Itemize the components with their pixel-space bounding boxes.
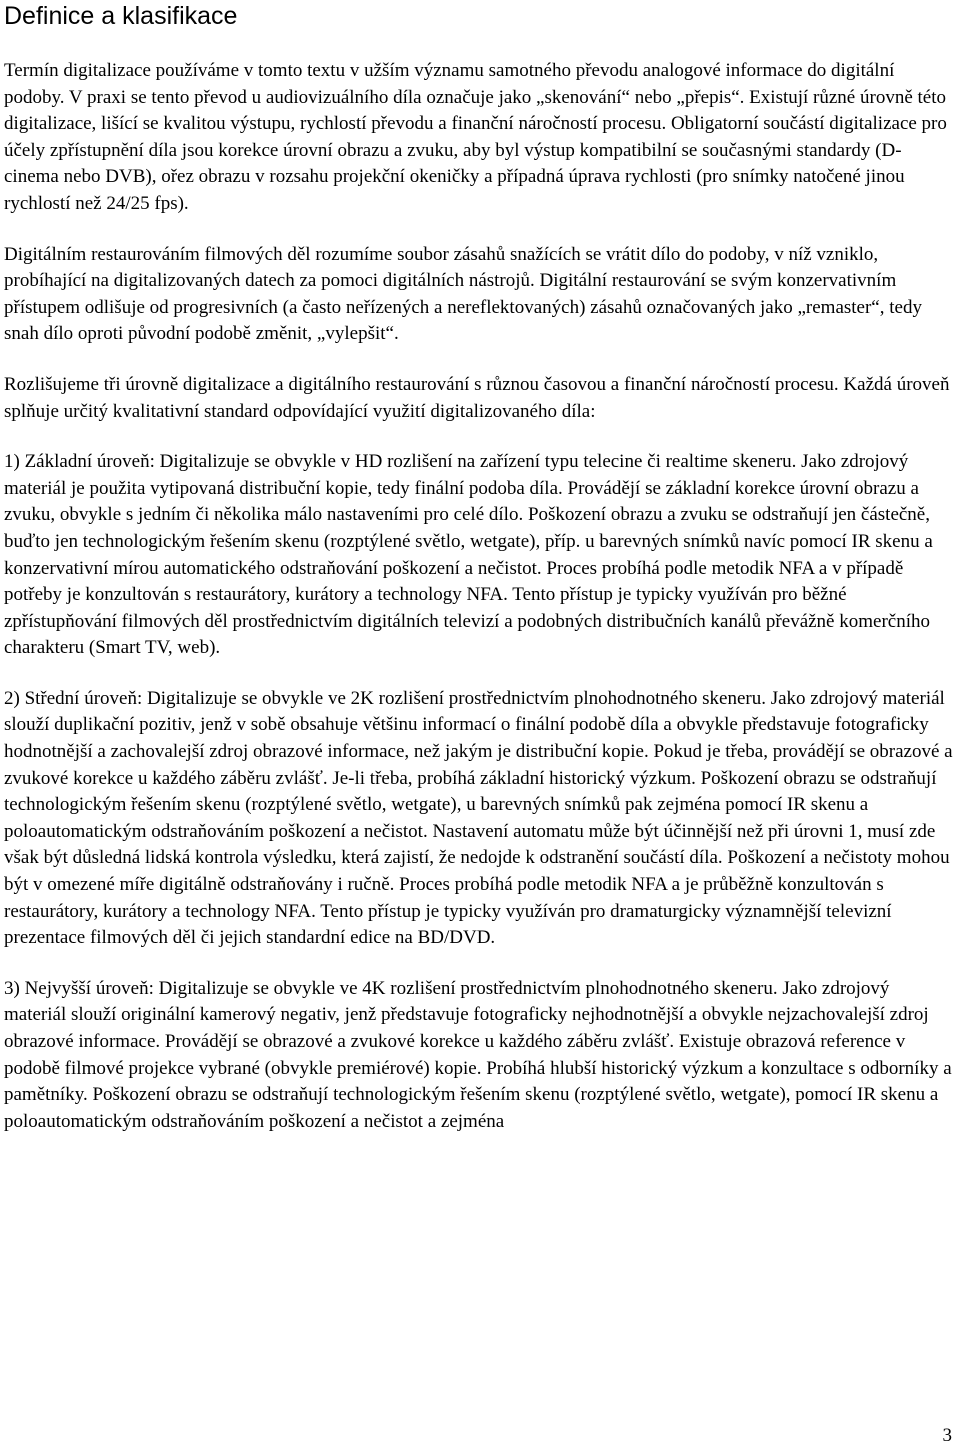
- page-number: 3: [942, 1425, 952, 1446]
- paragraph-level-1: 1) Základní úroveň: Digitalizuje se obvykle v HD rozlišení na zařízení typu telecine či realtime skeneru. Jako zdrojový materiál je použita vytipovaná distribuční kopie, tedy finální podoba díla. Provádějí se základní korekce úrovní obrazu a zvuku, obvykle s jedním či několika málo nastaveními pro celé dílo. Poškození obrazu a zvuku se odstraňují jen částečně, buďto jen technologickým řešením skenu (rozptýlené světlo, wetgate), příp. u barevných snímků navíc pomocí IR skenu a konzervativní mírou automatického odstraňování poškození a nečistot. Proces probíhá podle metodik NFA a v případě potřeby je konzultován s restaurátory, kurátory a technology NFA. Tento přístup je typicky využíván pro běžné zpřístupňování filmových děl prostřednictvím digitálních televizí a podobných distribučních kanálů převážně komerčního charakteru (Smart TV, web).: [4, 451, 933, 659]
- document-page: [4, 0, 956, 1135]
- paragraph-level-3: 3) Nejvyšší úroveň: Digitalizuje se obvykle ve 4K rozlišení prostřednictvím plnohodnotného skeneru. Jako zdrojový materiál slouží originální kamerový negativ, jenž představuje fotograficky nejhodnotnější a obvykle nejzachovalejší zdroj obrazové informace. Provádějí se obrazové a zvukové korekce u každého záběru zvlášť. Existuje obrazová reference v podobě filmové projekce vybrané (obvykle premiérové) kopie. Probíhá hlubší historický výzkum a konzultace s odborníky a pamětníky. Poškození obrazu se odstraňují technologickým řešením skenu (rozptýlené světlo, wetgate), pomocí IR skenu a poloautomatickým odstraňováním poškození a nečistot a zejména: [4, 977, 952, 1132]
- paragraph-digitization-definition: Termín digitalizace používáme v tomto textu v užším významu samotného převodu analogové informace do digitální podoby. V praxi se tento převod u audiovizuálního díla označuje jako „skenování“ nebo „přepis“. Existují různé úrovně této digitalizace, lišící se kvalitou výstupu, rychlostí převodu a finanční náročností procesu. Obligatorní součástí digitalizace pro účely zpřístupnění díla jsou korekce úrovní obrazu a zvuku, aby byl výstup kompatibilní se současnými standardy (D-cinema nebo DVB), ořez obrazu v rozsahu projekční okeničky a případná úprava rychlosti (pro snímky natočené jinou rychlostí než 24/25 fps).: [4, 60, 947, 214]
- paragraph-level-2: 2) Střední úroveň: Digitalizuje se obvykle ve 2K rozlišení prostřednictvím plnohodnotného skeneru. Jako zdrojový materiál slouží duplikační pozitiv, jenž v sobě obsahuje většinu informací o finální podobě díla a obvykle představuje fotograficky hodnotnější a zachovalejší zdroj obrazové informace, než jakým je distribuční kopie. Pokud je třeba, provádějí se obrazové a zvukové korekce u každého záběru zvlášť. Je-li třeba, probíhá základní historický výzkum. Poškození obrazu se odstraňují technologickým řešením skenu (rozptýlené světlo, wetgate), u barevných snímků pak zejména pomocí IR skenu a poloautomatickým odstraňováním poškození a nečistot. Nastavení automatu může být účinnější než při úrovni 1, musí zde však být důsledná lidská kontrola výsledku, která zajistí, že nedojde k odstranění součástí díla. Poškození a nečistoty mohou být v omezené míře digitálně odstraňovány i ručně. Proces probíhá podle metodik NFA a je průběžně konzultován s restaurátory, kurátory a technology NFA. Tento přístup je typicky využíván pro dramaturgicky významnější televizní prezentace filmových děl či jejich standardní edice na BD/DVD.: [4, 687, 953, 949]
- paragraph-levels-intro: Rozlišujeme tři úrovně digitalizace a digitálního restaurování s různou časovou a finanční náročností procesu. Každá úroveň splňuje určitý kvalitativní standard odpovídající využití digitalizovaného díla:: [4, 373, 950, 422]
- page-heading: Definice a klasifikace: [4, 2, 238, 30]
- paragraph-restoration-definition: Digitálním restaurováním filmových děl rozumíme soubor zásahů snažících se vrátit dílo do podoby, v níž vzniklo, probíhající na digitalizovaných datech za pomoci digitálních nástrojů. Digitální restaurování se svým konzervativním přístupem odlišuje od progresivních (a často neřízených a nereflektovaných) zásahů označovaných jako „remaster“, tedy snah dílo oproti původní podobě změnit, „vylepšit“.: [4, 243, 922, 345]
